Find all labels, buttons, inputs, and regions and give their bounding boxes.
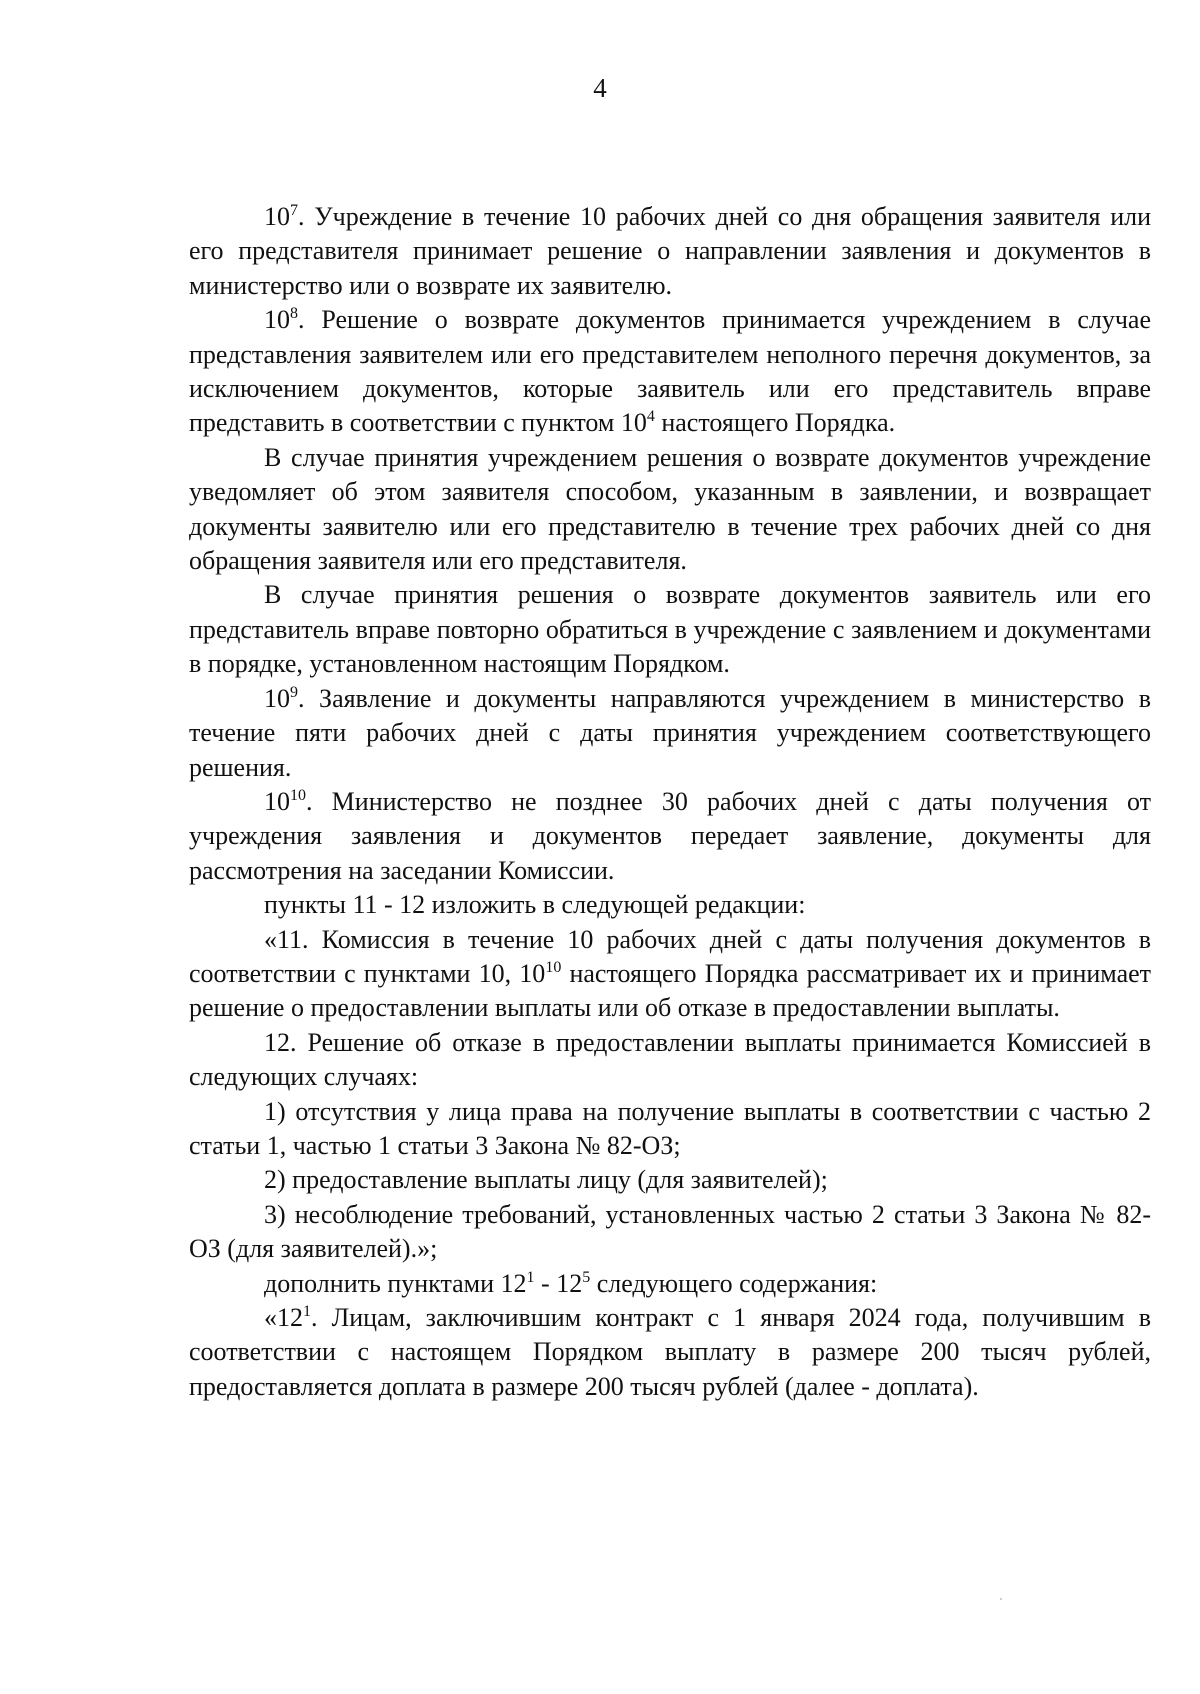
- paragraph-text: . Лицам, заключившим контракт с 1 января 2024 года, получившим в соответствии с настоящем Порядком выплату в размере 200 тысяч рублей, предоставляется доплата в размере 200 тысяч рублей (далее - доплата).: [189, 1303, 1151, 1401]
- superscript: 1: [303, 1303, 311, 1320]
- paragraph-p109: [189, 682, 1151, 785]
- paragraph-text: В случае принятия решения о возврате документов заявитель или его представитель вправе повторно обратиться в учреждение с заявлением и документами в порядке, установленном настоящим Порядком.: [189, 580, 1151, 679]
- superscript: 10: [290, 786, 306, 804]
- paragraph-text: «12: [264, 1303, 303, 1332]
- paragraph-text: 10: [264, 305, 290, 335]
- paragraph-p11: [189, 923, 1151, 1026]
- superscript: 1: [526, 1268, 535, 1286]
- paragraph-text: 2) предоставление выплаты лицу (для заявителей);: [264, 1165, 828, 1195]
- scan-speck: [1000, 1598, 1002, 1600]
- document-body: [189, 200, 1151, 1404]
- paragraph-text: 1) отсутствия у лица права на получение выплаты в соответствии с частью 2 статьи 1, частью 1 статьи 3 Закона № 82-ОЗ;: [189, 1096, 1151, 1160]
- paragraph-p12_3: [189, 1198, 1151, 1267]
- superscript: 9: [290, 683, 298, 701]
- paragraph-p12_1: [189, 1095, 1151, 1164]
- paragraph-text: пункты 11 - 12 изложить в следующей редакции:: [264, 890, 806, 920]
- paragraph-p107: [189, 200, 1151, 303]
- paragraph-p_dopolnit: [189, 1267, 1151, 1301]
- paragraph-text: следующего содержания:: [590, 1268, 878, 1298]
- paragraph-text: . Учреждение в течение 10 рабочих дней со дня обращения заявителя или его представителя принимает решение о направлении заявления и документов в министерство или о возврате их заявителю.: [189, 202, 1151, 300]
- paragraph-text: 10: [264, 683, 290, 713]
- paragraph-p121: [189, 1301, 1151, 1404]
- paragraph-text: «11. Комиссия в течение 10 рабочих дней с даты получения документов в соответствии с пунктами 10, 10: [189, 924, 1151, 988]
- paragraph-text: 10: [264, 786, 290, 816]
- paragraph-p108c: [189, 578, 1151, 681]
- superscript: 4: [646, 408, 655, 426]
- paragraph-text: 10: [264, 202, 290, 231]
- paragraph-p_punkty: [189, 888, 1151, 922]
- paragraph-text: . Заявление и документы направляются учреждением в министерство в течение пяти рабочих дней с даты принятия учреждением соответствующего решения.: [189, 683, 1151, 782]
- paragraph-text: настоящего Порядка рассматривает их и принимает решение о предоставлении выплаты или об отказе в предоставлении выплаты.: [189, 958, 1152, 1023]
- paragraph-p108b: [189, 441, 1151, 579]
- superscript: 8: [290, 305, 298, 323]
- paragraph-text: . Решение о возврате документов принимается учреждением в случае представления заявителем или его представителем неполного перечня документов, за исключением документов, которые заявитель или его представитель вправе представить в соответствии с пунктом 10: [189, 305, 1151, 438]
- superscript: 7: [290, 202, 298, 219]
- paragraph-p108: [189, 303, 1151, 441]
- paragraph-text: настоящего Порядка.: [654, 408, 896, 438]
- paragraph-p12: [189, 1026, 1151, 1095]
- paragraph-text: дополнить пунктами 12: [264, 1268, 527, 1298]
- paragraph-text: 3) несоблюдение требований, установленных частью 2 статьи 3 Закона № 82-ОЗ (для заявителей).»;: [189, 1199, 1151, 1264]
- superscript: 5: [582, 1268, 591, 1286]
- page-number: 4: [593, 73, 607, 103]
- paragraph-text: . Министерство не позднее 30 рабочих дней с даты получения от учреждения заявления и документов передает заявление, документы для рассмотрения на заседании Комиссии.: [189, 786, 1151, 885]
- paragraph-text: - 12: [534, 1268, 583, 1298]
- paragraph-p12_2: [189, 1163, 1151, 1197]
- paragraph-text: В случае принятия учреждением решения о возврате документов учреждение уведомляет об этом заявителя способом, указанным в заявлении, и возвращает документы заявителю или его представителю в течение трех рабочих дней со дня обращения заявителя или его представителя.: [189, 442, 1151, 576]
- paragraph-text: 12. Решение об отказе в предоставлении выплаты принимается Комиссией в следующих случаях:: [189, 1027, 1151, 1092]
- superscript: 10: [545, 958, 562, 976]
- paragraph-p1010: [189, 785, 1151, 888]
